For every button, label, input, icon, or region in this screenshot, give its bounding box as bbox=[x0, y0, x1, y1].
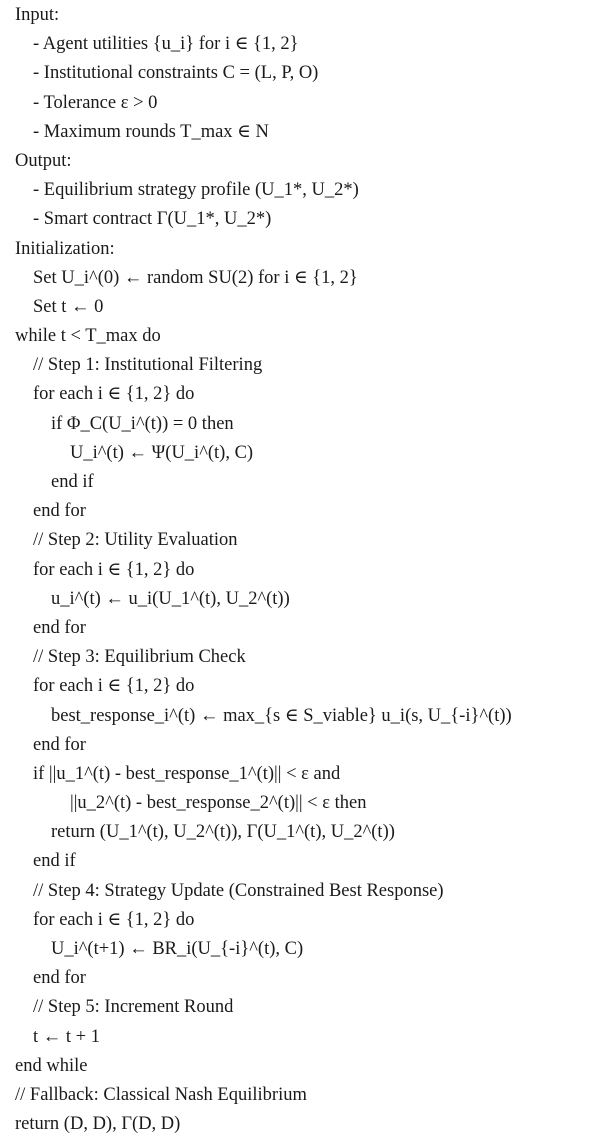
algorithm-line: Set U_i^(0) ← random SU(2) for i ∈ {1, 2} bbox=[33, 267, 358, 288]
algorithm-line: Set t ← 0 bbox=[33, 296, 104, 317]
algorithm-line: // Step 1: Institutional Filtering bbox=[33, 355, 263, 376]
algorithm-line: for each i ∈ {1, 2} do bbox=[33, 676, 195, 697]
algorithm-line: - Institutional constraints C = (L, P, O) bbox=[33, 63, 319, 84]
algorithm-line: if Φ_C(U_i^(t)) = 0 then bbox=[51, 413, 234, 434]
algorithm-line: - Equilibrium strategy profile (U_1*, U_2*) bbox=[33, 180, 359, 201]
algorithm-line: end while bbox=[15, 1055, 88, 1076]
algorithm-listing bbox=[15, 1, 593, 1139]
algorithm-line: while t < T_max do bbox=[15, 326, 161, 347]
algorithm-line: U_i^(t) ← Ψ(U_i^(t), C) bbox=[70, 442, 254, 463]
algorithm-line: for each i ∈ {1, 2} do bbox=[33, 559, 195, 580]
algorithm-line: return (U_1^(t), U_2^(t)), Γ(U_1^(t), U_2^(t)) bbox=[51, 822, 395, 843]
algorithm-line: U_i^(t+1) ← BR_i(U_{-i}^(t), C) bbox=[51, 939, 304, 959]
algorithm-line: for each i ∈ {1, 2} do bbox=[33, 909, 195, 930]
algorithm-line: for each i ∈ {1, 2} do bbox=[33, 384, 195, 405]
algorithm-line: end for bbox=[33, 617, 86, 638]
algorithm-line: - Maximum rounds T_max ∈ N bbox=[33, 121, 269, 142]
algorithm-line: // Step 5: Increment Round bbox=[33, 997, 234, 1018]
algorithm-line: Input: bbox=[15, 5, 60, 25]
algorithm-line: - Smart contract Γ(U_1*, U_2*) bbox=[33, 209, 272, 230]
algorithm-line: // Fallback: Classical Nash Equilibrium bbox=[15, 1084, 307, 1105]
algorithm-line: end if bbox=[33, 851, 76, 872]
algorithm-line: - Tolerance ε > 0 bbox=[33, 92, 158, 113]
algorithm-line: t ← t + 1 bbox=[33, 1026, 100, 1047]
algorithm-line: end if bbox=[51, 472, 94, 492]
algorithm-line: if ||u_1^(t) - best_response_1^(t)|| < ε and bbox=[33, 763, 341, 784]
algorithm-line: Initialization: bbox=[15, 238, 115, 259]
algorithm-line: ||u_2^(t) - best_response_2^(t)|| < ε then bbox=[70, 793, 367, 814]
algorithm-line: // Step 4: Strategy Update (Constrained Best Response) bbox=[33, 880, 444, 901]
algorithm-line: end for bbox=[33, 734, 86, 755]
algorithm-line: u_i^(t) ← u_i(U_1^(t), U_2^(t)) bbox=[51, 588, 290, 609]
algorithm-line: end for bbox=[33, 501, 86, 522]
algorithm-line: return (D, D), Γ(D, D) bbox=[15, 1114, 181, 1135]
algorithm-line: best_response_i^(t) ← max_{s ∈ S_viable} u_i(s, U_{-i}^(t)) bbox=[51, 705, 512, 726]
algorithm-line: end for bbox=[33, 968, 86, 989]
algorithm-line: // Step 2: Utility Evaluation bbox=[33, 530, 238, 551]
algorithm-line: // Step 3: Equilibrium Check bbox=[33, 647, 246, 668]
algorithm-line: Output: bbox=[15, 150, 72, 171]
algorithm-line: - Agent utilities {u_i} for i ∈ {1, 2} bbox=[33, 34, 299, 55]
